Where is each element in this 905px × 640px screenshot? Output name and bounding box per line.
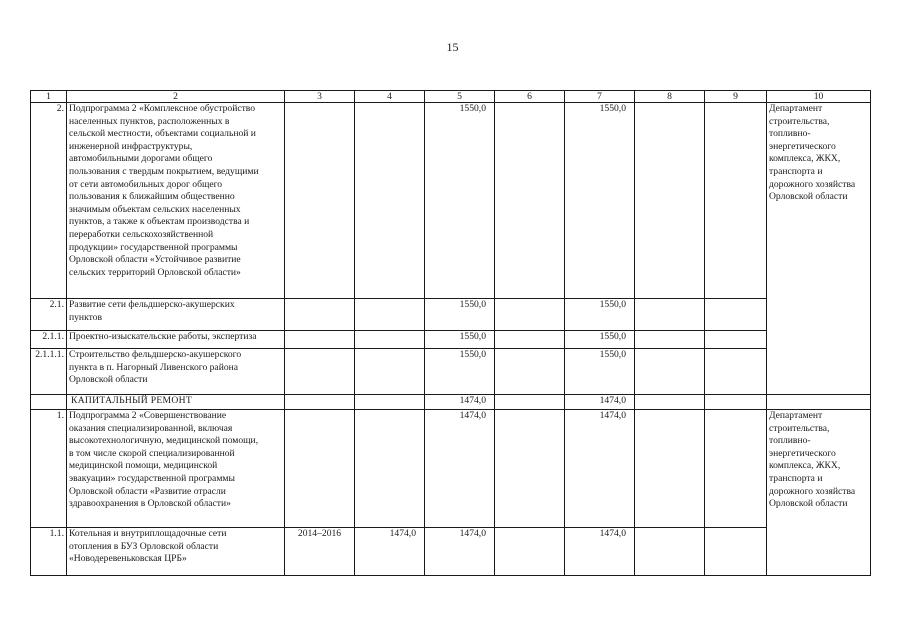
table-row	[31, 349, 871, 395]
cell-value: 1474,0	[565, 528, 635, 576]
column-header: 9	[705, 91, 767, 103]
row-name: Строительство фельдшерско-акушерского пункта в п. Нагорный Ливенского района Орловской области	[67, 349, 285, 395]
row-name: Подпрограмма 2 «Совершенствование оказания специализированной, включая высокотехнологичную, медицинской помощи, в том числе скорой специализированной медицинской помощи, медицинской эвакуации» государственной программы Орловской области «Развитие отрасли здравоохранения в Орловской области»	[67, 410, 285, 528]
cell-value	[767, 395, 871, 410]
column-header: 5	[425, 91, 495, 103]
budget-table	[30, 90, 871, 576]
cell-value: 1474,0	[425, 410, 495, 528]
cell-value	[355, 349, 425, 395]
row-name: Котельная и внутриплощадочные сети отопления в БУЗ Орловской области «Новодеревеньковская ЦРБ»	[67, 528, 285, 576]
cell-value: 1474,0	[425, 528, 495, 576]
cell-value: 1474,0	[355, 528, 425, 576]
row-number: 1.	[31, 410, 67, 528]
column-header: 10	[767, 91, 871, 103]
cell-value	[705, 395, 767, 410]
cell-value	[705, 103, 767, 299]
row-number	[31, 395, 67, 410]
cell-value: 1550,0	[425, 331, 495, 349]
cell-period	[285, 395, 355, 410]
row-number: 2.1.1.1.	[31, 349, 67, 395]
cell-period: 2014–2016	[285, 528, 355, 576]
table-row	[31, 103, 871, 299]
cell-value: 1550,0	[425, 299, 495, 331]
cell-value	[635, 103, 705, 299]
column-header: 4	[355, 91, 425, 103]
responsible-department: Департамент строительства, топливно- энергетического комплекса, ЖКХ, транспорта и дорожного хозяйства Орловской области	[767, 103, 871, 395]
column-header: 2	[67, 91, 285, 103]
table-row	[31, 410, 871, 528]
row-name: Проектно-изыскательские работы, экспертиза	[67, 331, 285, 349]
cell-value	[495, 331, 565, 349]
cell-period	[285, 410, 355, 528]
section-row	[31, 395, 871, 410]
cell-value	[495, 299, 565, 331]
row-name: Развитие сети фельдшерско-акушерских пунктов	[67, 299, 285, 331]
table-row	[31, 331, 871, 349]
cell-value	[355, 410, 425, 528]
cell-value	[705, 528, 767, 576]
cell-value: 1550,0	[565, 349, 635, 395]
column-header: 1	[31, 91, 67, 103]
cell-value: 1474,0	[565, 410, 635, 528]
cell-value	[495, 395, 565, 410]
cell-period	[285, 103, 355, 299]
table-row	[31, 528, 871, 576]
cell-period	[285, 331, 355, 349]
column-header: 6	[495, 91, 565, 103]
cell-value	[635, 528, 705, 576]
cell-value	[705, 331, 767, 349]
cell-value	[495, 410, 565, 528]
cell-value	[635, 410, 705, 528]
cell-value	[635, 395, 705, 410]
cell-period	[285, 349, 355, 395]
section-title: КАПИТАЛЬНЫЙ РЕМОНТ	[67, 395, 285, 410]
cell-value	[635, 349, 705, 395]
cell-value	[495, 528, 565, 576]
row-number: 2.1.	[31, 299, 67, 331]
responsible-department: Департамент строительства, топливно- энергетического комплекса, ЖКХ, транспорта и дорожного хозяйства Орловской области	[767, 410, 871, 576]
cell-value	[495, 349, 565, 395]
cell-value	[355, 299, 425, 331]
cell-value	[705, 299, 767, 331]
cell-value: 1550,0	[425, 103, 495, 299]
row-number: 2.1.1.	[31, 331, 67, 349]
column-header-row	[31, 91, 871, 103]
cell-value: 1474,0	[425, 395, 495, 410]
column-header: 8	[635, 91, 705, 103]
cell-value	[635, 331, 705, 349]
column-header: 3	[285, 91, 355, 103]
cell-value	[355, 331, 425, 349]
table-row	[31, 299, 871, 331]
row-number: 1.1.	[31, 528, 67, 576]
cell-period	[285, 299, 355, 331]
row-number: 2.	[31, 103, 67, 299]
cell-value	[705, 349, 767, 395]
cell-value	[705, 410, 767, 528]
cell-value	[635, 299, 705, 331]
cell-value: 1550,0	[425, 349, 495, 395]
cell-value	[355, 395, 425, 410]
column-header: 7	[565, 91, 635, 103]
cell-value: 1550,0	[565, 331, 635, 349]
cell-value: 1550,0	[565, 103, 635, 299]
row-name: Подпрограмма 2 «Комплексное обустройство населенных пунктов, расположенных в сельской местности, объектами социальной и инженерной инфраструктуры, автомобильными дорогами общего пользования с твердым покрытием, ведущими от сети автомобильных дорог общего пользования к ближайшим общественно значимым объектам сельских населенных пунктов, а также к объектам производства и переработки сельскохозяйственной продукции» государственной программы Орловской области «Устойчивое развитие сельских территорий Орловской области»	[67, 103, 285, 299]
cell-value: 1550,0	[565, 299, 635, 331]
cell-value	[495, 103, 565, 299]
cell-value	[355, 103, 425, 299]
cell-value: 1474,0	[565, 395, 635, 410]
page-number: 15	[446, 40, 459, 54]
